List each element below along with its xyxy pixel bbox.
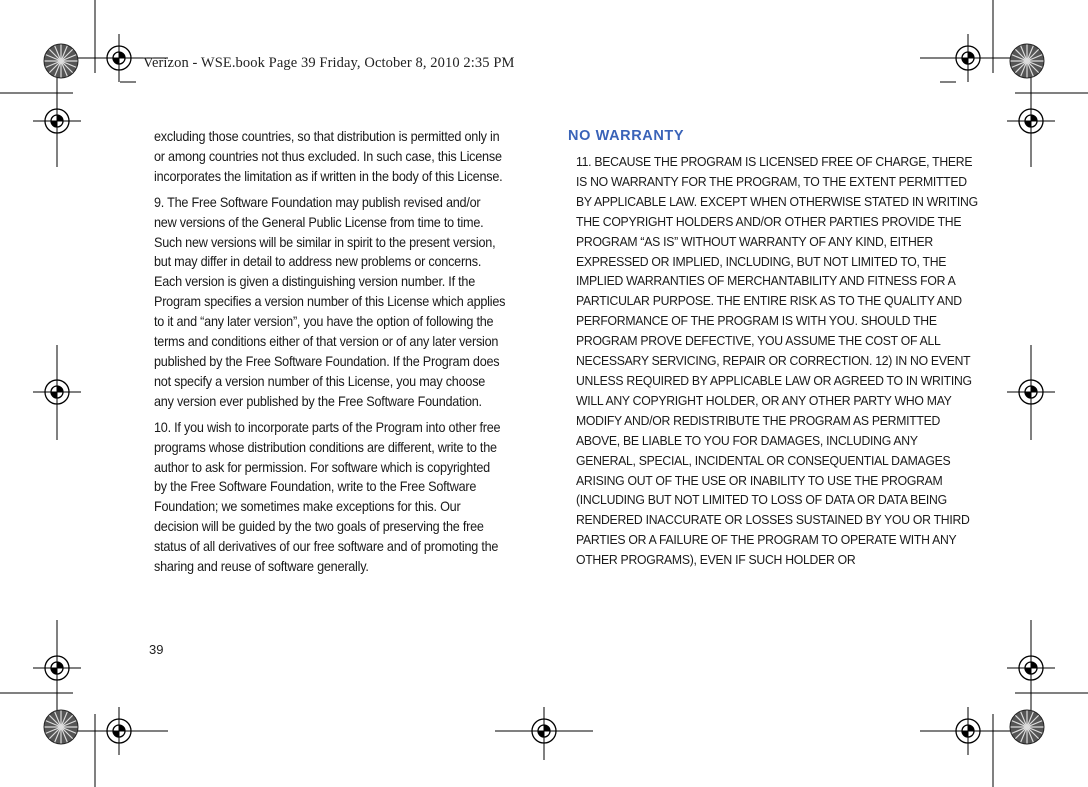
paragraph: excluding those countries, so that distribution is permitted only in or among countries not thus excluded. In such case, this License incorporates the limitation as if written in the body of this License. [154,129,503,184]
running-header: Verizon - WSE.book Page 39 Friday, October 8, 2010 2:35 PM [143,55,515,71]
page-number: 39 [149,642,164,657]
starburst-target-icon [1010,710,1044,744]
starburst-target-icon [1010,44,1044,78]
right-column [568,127,978,570]
starburst-target-icon [44,44,78,78]
paragraph: 9. The Free Software Foundation may publish revised and/or new versions of the General Public License from time to time. Such new versions will be similar in spirit to the present version, but may differ in detail to address new problems or concerns. Each version is given a distinguishing version number. If the Program specifies a version number of this License which applies to it and “any later version”, you have the option of following the terms and conditions either of that version or of any later version published by the Free Software Foundation. If the Program does not specify a version number of this License, you may choose any version ever published by the Free Software Foundation. [154,194,506,409]
section-heading: NO WARRANTY [568,128,685,144]
starburst-target-icon [44,710,78,744]
paragraph: 10. If you wish to incorporate parts of the Program into other free programs whose distribution conditions are different, write to the author to ask for permission. For software which is copyrighted by the Free Software Foundation, write to the Free Software Foundation; we sometimes make exceptions for this. Our decision will be guided by the two goals of preserving the free status of all derivatives of our free software and of promoting the sharing and reuse of software generally. [154,419,501,575]
warranty-paragraph: 11. BECAUSE THE PROGRAM IS LICENSED FREE OF CHARGE, THERE IS NO WARRANTY FOR THE PROGRAM, TO THE EXTENT PERMITTED BY APPLICABLE LAW. EXCEPT WHEN OTHERWISE STATED IN WRITING THE COPYRIGHT HOLDERS AND/OR OTHER PARTIES PROVIDE THE PROGRAM “AS IS” WITHOUT WARRANTY OF ANY KIND, EITHER EXPRESSED OR IMPLIED, INCLUDING, BUT NOT LIMITED TO, THE IMPLIED WARRANTIES OF MERCHANTABILITY AND FITNESS FOR A PARTICULAR PURPOSE. THE ENTIRE RISK AS TO THE QUALITY AND PERFORMANCE OF THE PROGRAM IS WITH YOU. SHOULD THE PROGRAM PROVE DEFECTIVE, YOU ASSUME THE COST OF ALL NECESSARY SERVICING, REPAIR OR CORRECTION. 12) IN NO EVENT UNLESS REQUIRED BY APPLICABLE LAW OR AGREED TO IN WRITING WILL ANY COPYRIGHT HOLDER, OR ANY OTHER PARTY WHO MAY MODIFY AND/OR REDISTRIBUTE THE PROGRAM AS PERMITTED ABOVE, BE LIABLE TO YOU FOR DAMAGES, INCLUDING ANY GENERAL, SPECIAL, INCIDENTAL OR CONSEQUENTIAL DAMAGES ARISING OUT OF THE USE OR INABILITY TO USE THE PROGRAM (INCLUDING BUT NOT LIMITED TO LOSS OF DATA OR DATA BEING RENDERED INACCURATE OR LOSSES SUSTAINED BY YOU OR THIRD PARTIES OR A FAILURE OF THE PROGRAM TO OPERATE WITH ANY OTHER PROGRAMS), EVEN IF SUCH HOLDER OR [576,154,978,568]
left-column [154,127,506,583]
